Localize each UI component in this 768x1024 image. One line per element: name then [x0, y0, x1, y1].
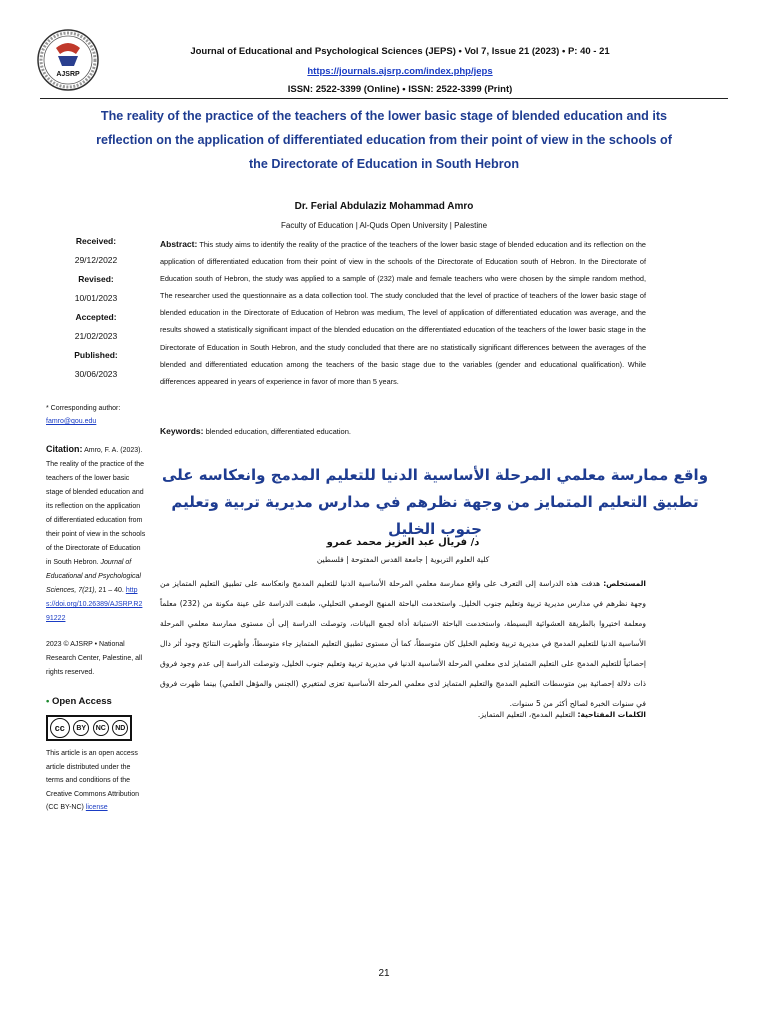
- keywords-label-en: Keywords:: [160, 426, 204, 436]
- corresponding-label: * Corresponding author:: [46, 405, 121, 412]
- journal-header: [30, 28, 738, 98]
- affiliation-en: Faculty of Education | Al-Quds Open University | Palestine: [280, 221, 488, 230]
- abstract-en: [160, 236, 646, 390]
- copyright-notice: 2023 © AJSRP • National Research Center, Palestine, all rights reserved.: [46, 641, 143, 676]
- journal-logo-icon: [36, 28, 100, 92]
- received-date: 29/12/2022: [74, 255, 118, 265]
- affiliation-ar: كلية العلوم التربوية | جامعة القدس المفتوحة | فلسطين: [316, 555, 490, 564]
- abstract-ar: [160, 574, 646, 714]
- cc-license-badge-icon[interactable]: [46, 715, 132, 741]
- issn-line: ISSN: 2522-3399 (Online) • ISSN: 2522-3399 (Print): [287, 84, 513, 95]
- page-number: 21: [378, 968, 390, 979]
- keywords-label-ar: الكلمات المفتاحية:: [577, 710, 646, 719]
- logo-text: AJSRP: [56, 71, 80, 78]
- cc-icon: cc: [50, 718, 70, 738]
- published-date: 30/06/2023: [74, 369, 118, 379]
- keywords-text-en: blended education, differentiated education.: [205, 427, 351, 436]
- open-access-label: Open Access: [51, 696, 112, 707]
- keywords-text-ar: التعليم المدمج، التعليم المتمايز.: [477, 710, 576, 719]
- publication-dates: [46, 232, 146, 384]
- citation-label: Citation:: [46, 444, 83, 454]
- journal-url-link[interactable]: https://journals.ajsrp.com/index.php/jeps: [307, 66, 493, 77]
- article-title-en: The reality of the practice of the teachers of the lower basic stage of blended education and its reflection on the application of differentiated education from their point of view in the schools of the Directorate of Education in South Hebron: [96, 109, 672, 171]
- article-sidebar: [46, 232, 146, 815]
- received-label: Received:: [75, 236, 117, 246]
- cc-by-icon: BY: [73, 720, 89, 736]
- corresponding-email-link[interactable]: famro@qou.edu: [46, 418, 97, 425]
- cc-nd-icon: ND: [112, 720, 128, 736]
- license-statement: [46, 747, 146, 815]
- keywords-en: [160, 426, 646, 436]
- citation-pages: 21 – 40.: [98, 587, 124, 594]
- open-access-bullet-icon: •: [46, 696, 50, 707]
- revised-date: 10/01/2023: [74, 293, 118, 303]
- author-name-ar: د/ فريال عبد العزيز محمد عمرو: [326, 537, 480, 548]
- cc-nc-icon: NC: [93, 720, 109, 736]
- header-divider: [40, 98, 728, 99]
- license-link[interactable]: license: [85, 804, 108, 811]
- citation-text: Amro, F. A. (2023). The reality of the practice of the teachers of the lower basic stage of blended education and its reflection on the application of differentiated education from their point of view in the schools of the Directorate of Education in South Hebron.: [46, 447, 146, 566]
- abstract-text-en: This study aims to identify the reality of the practice of the teachers of the lower basic stage of blended education and its reflection on the application of differentiated education from their point of view in the schools of the Directorate of Education south of Hebron. In the Directorate of Education south of Hebron, the study was applied to a sample of (232) male and female teachers who were chosen by the simple random method, The researcher used the questionnaire as a data collection tool. The study concluded that the level of practice of teachers of the lower basic stage of blended education in the Directorate of Education of Hebron was medium, The level of application of differentiated education was average, and the results showed a statistically significant impact of the blended education on the differentiated education of the teachers of the lower basic stage in the Directorate of Education in South Hebron, and the study concluded that there are no statistically significant differences between the averages of the blended and differentiated education among the teachers of the basic stage due to the variables (gender and educational qualification). While differences appeared in years of experience in favor of more than 5 years.: [160, 240, 646, 386]
- citation-doi-link[interactable]: https://doi.org/10.26389/AJSRP.R291222: [46, 587, 143, 622]
- citation-block: [46, 442, 146, 626]
- license-text: This article is an open access article distributed under the terms and conditions of the Creative Commons Attribution (CC BY-NC): [46, 750, 139, 811]
- article-title-ar: واقع ممارسة معلمي المرحلة الأساسية الدنيا للتعليم المدمج وانعكاسه على تطبيق التعليم المتمايز من وجهة نظرهم في مدارس مديرية تربية وتعليم جنوب الخليل: [161, 466, 709, 538]
- citation-journal: Journal of Educational and Psychological Sciences, 7(21),: [46, 559, 141, 594]
- open-access-heading: [46, 696, 146, 707]
- abstract-label-ar: المستخلص:: [603, 579, 646, 588]
- accepted-date: 21/02/2023: [74, 331, 118, 341]
- keywords-ar: [160, 710, 646, 719]
- accepted-label: Accepted:: [75, 312, 117, 322]
- journal-citation-line: Journal of Educational and Psychological Sciences (JEPS) • Vol 7, Issue 21 (2023) • P: 40 - 21: [190, 46, 610, 57]
- revised-label: Revised:: [78, 274, 114, 284]
- published-label: Published:: [74, 350, 118, 360]
- corresponding-author: [46, 402, 146, 428]
- abstract-label-en: Abstract:: [160, 239, 198, 249]
- abstract-text-ar: هدفت هذه الدراسة إلى التعرف على واقع ممارسة معلمي المرحلة الأساسية الدنيا للتعليم المدمج وانعكاسه على تطبيق التعليم المتمايز من وجهة نظرهم في مدارس مديرية تربية وتعليم جنوب الخليل. واستخدمت الباحثة المنهج الوصفي التحليلي، طبقت الدراسة على عينة مكونة من (232) معلماً ومعلمة اختيروا بالطريقة العشوائية البسيطة، واستخدمت الباحثة الاستبانة أداة لجمع البيانات، وتوصلت الدراسة إلى أن مستوى ممارسة معلمي المرحلة الأساسية الدنيا للتعليم المدمج في مديرية تربية وتعليم الخليل كان متوسطاً، كما أن مستوى تطبيق التعليم المتمايز جاء متوسطاً، وأظهرت النتائج وجود أثر دال إحصائياً للتعليم المدمج على التعليم المتمايز لدى معلمي المرحلة الأساسية الدنيا في مديرية تربية وتعليم جنوب الخليل، وتوصلت الدراسة إلى عدم وجود فروق ذات دلالة إحصائية بين متوسطات التعليم المدمج والتعليم المتمايز لدى معلمي المرحلة الأساسية تعزى لمتغيري (الجنس والمؤهل العلمي) بينما ظهرت فروق في سنوات الخبرة لصالح أكثر من 5 سنوات.: [160, 579, 646, 708]
- author-name-en: Dr. Ferial Abdulaziz Mohammad Amro: [294, 201, 474, 212]
